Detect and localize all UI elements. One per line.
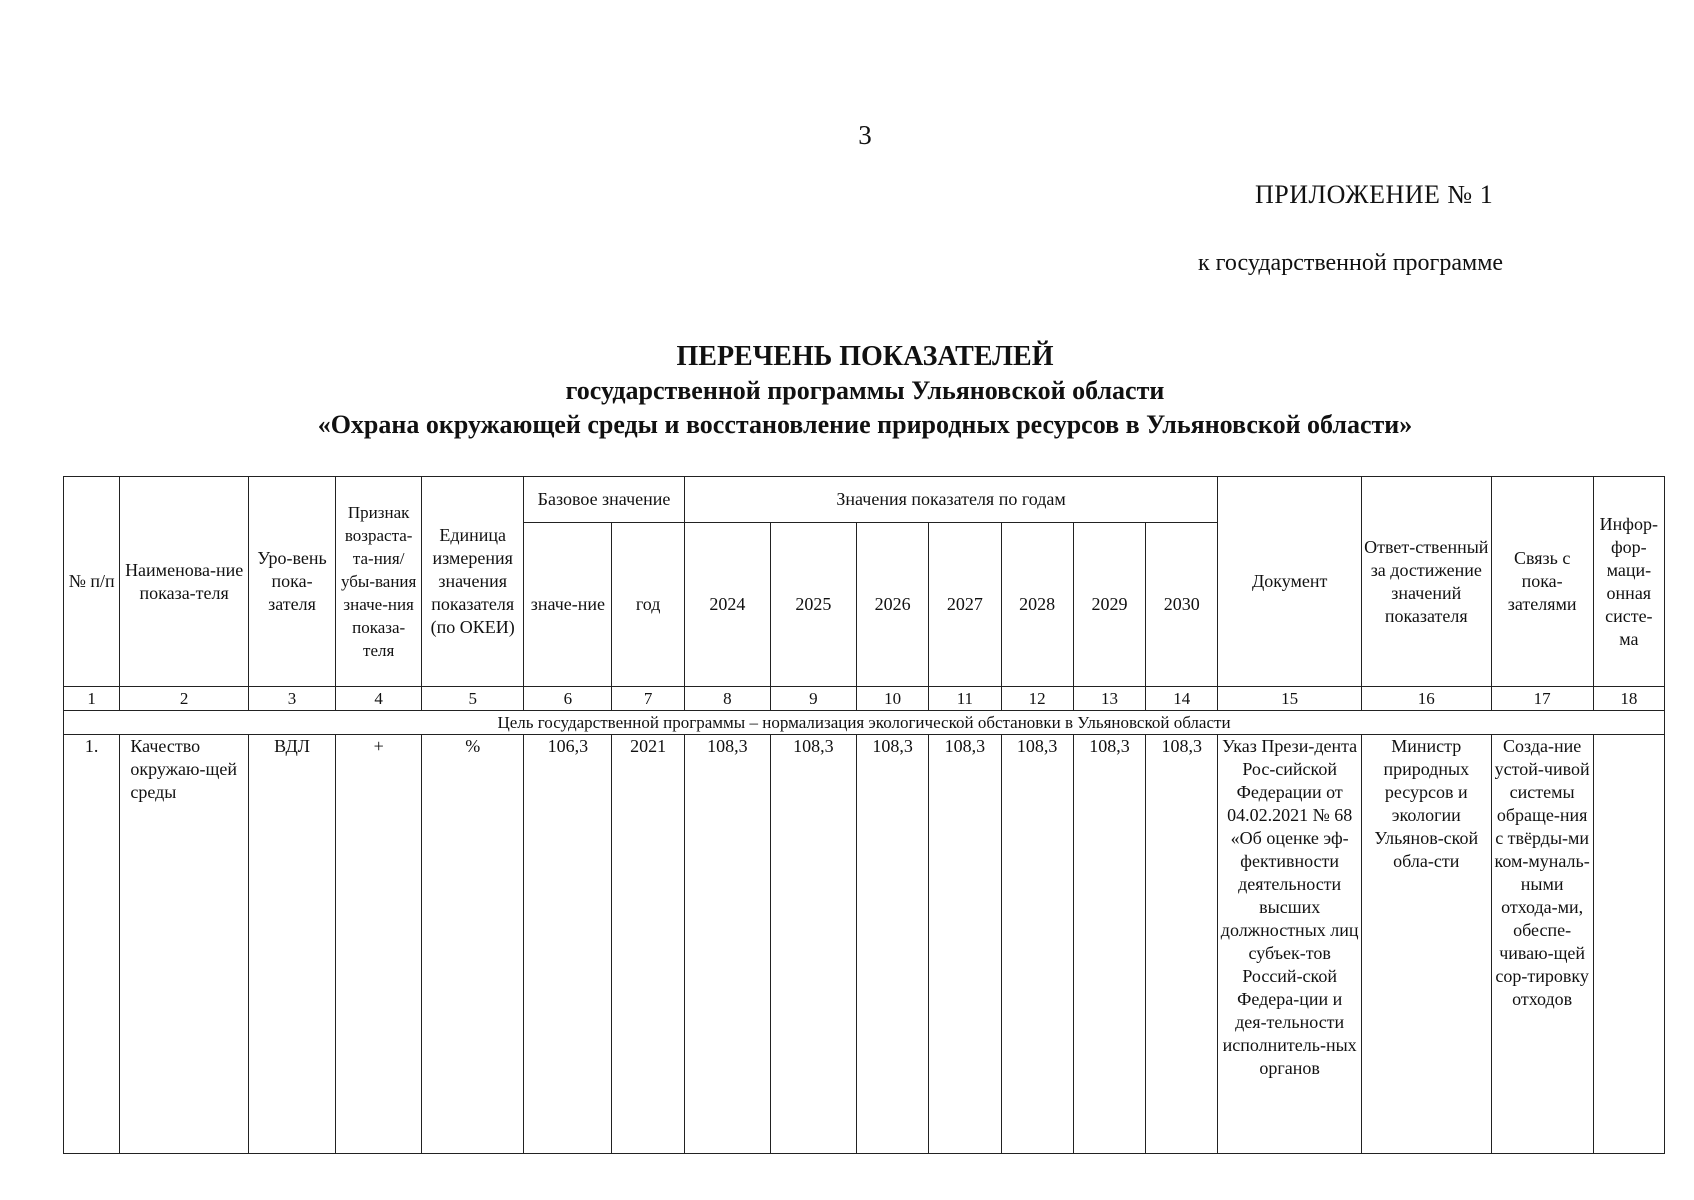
header-unit: Единица измерения значения показателя (по ОКЕИ) — [422, 477, 524, 687]
column-number: 13 — [1073, 687, 1145, 711]
row-info-system — [1593, 735, 1664, 1154]
header-base-year: год — [612, 523, 684, 687]
column-number: 4 — [336, 687, 422, 711]
column-number: 16 — [1361, 687, 1491, 711]
header-responsible: Ответ-ственный за достижение значений показателя — [1361, 477, 1491, 687]
column-number: 18 — [1593, 687, 1664, 711]
column-number: 6 — [524, 687, 612, 711]
goal-row: Цель государственной программы – нормализация экологической обстановки в Ульяновской области — [64, 711, 1665, 735]
column-number: 17 — [1491, 687, 1593, 711]
header-link: Связь с пока-зателями — [1491, 477, 1593, 687]
column-number-row — [64, 687, 1665, 711]
table-row — [64, 735, 1665, 1154]
row-value-2025: 108,3 — [770, 735, 856, 1154]
header-level: Уро-вень пока-зателя — [248, 477, 335, 687]
row-value-2029: 108,3 — [1073, 735, 1145, 1154]
row-base-year: 2021 — [612, 735, 684, 1154]
header-year-2030: 2030 — [1146, 523, 1218, 687]
header-name: Наименова-ние показа-теля — [120, 477, 249, 687]
column-number: 7 — [612, 687, 684, 711]
column-number: 3 — [248, 687, 335, 711]
header-year-2026: 2026 — [856, 523, 928, 687]
header-year-2028: 2028 — [1001, 523, 1073, 687]
row-num: 1. — [64, 735, 120, 1154]
column-number: 11 — [929, 687, 1001, 711]
appendix-label: ПРИЛОЖЕНИЕ № 1 — [1255, 180, 1494, 209]
row-value-2024: 108,3 — [684, 735, 770, 1154]
row-value-2030: 108,3 — [1146, 735, 1218, 1154]
indicators-table — [63, 476, 1665, 1154]
column-number: 12 — [1001, 687, 1073, 711]
column-number: 15 — [1218, 687, 1362, 711]
column-number: 1 — [64, 687, 120, 711]
row-trend: + — [336, 735, 422, 1154]
row-name: Качество окружаю-щей среды — [120, 735, 249, 1154]
page-number: 3 — [858, 120, 872, 150]
header-year-2029: 2029 — [1073, 523, 1145, 687]
row-level: ВДЛ — [248, 735, 335, 1154]
row-base-value: 106,3 — [524, 735, 612, 1154]
header-base-value: значе-ние — [524, 523, 612, 687]
header-document: Документ — [1218, 477, 1362, 687]
title-line-2: государственной программы Ульяновской области — [565, 376, 1165, 405]
row-value-2027: 108,3 — [929, 735, 1001, 1154]
document-title — [0, 340, 1694, 442]
header-trend: Признак возраста-та-ния/убы-вания значе-ния показа-теля — [336, 477, 422, 687]
row-value-2028: 108,3 — [1001, 735, 1073, 1154]
appendix-subtitle: к государственной программе — [1198, 250, 1504, 276]
column-number: 9 — [770, 687, 856, 711]
header-year-2025: 2025 — [770, 523, 856, 687]
column-number: 2 — [120, 687, 249, 711]
column-number: 5 — [422, 687, 524, 711]
row-document: Указ Прези-дента Рос-сийской Федерации от 04.02.2021 № 68 «Об оценке эф-фективности деятельности высших должностных лиц субъек-тов Россий-ской Федера-ции и дея-тельности исполнитель-ных органов — [1218, 735, 1362, 1154]
column-number: 10 — [856, 687, 928, 711]
header-year-2024: 2024 — [684, 523, 770, 687]
title-line-3: «Охрана окружающей среды и восстановление природных ресурсов в Ульяновской области» — [317, 410, 1413, 439]
row-unit: % — [422, 735, 524, 1154]
header-base: Базовое значение — [524, 477, 685, 523]
header-years-group: Значения показателя по годам — [684, 477, 1218, 523]
row-responsible: Министр природных ресурсов и экологии Ульянов-ской обла-сти — [1361, 735, 1491, 1154]
row-link: Созда-ние устой-чивой системы обраще-ния с твёрды-ми ком-муналь-ными отхода-ми, обеспе-чиваю-щей сор-тировку отходов — [1491, 735, 1593, 1154]
column-number: 8 — [684, 687, 770, 711]
header-info-system: Инфор-фор-маци-онная систе-ма — [1593, 477, 1664, 687]
row-value-2026: 108,3 — [856, 735, 928, 1154]
header-year-2027: 2027 — [929, 523, 1001, 687]
title-line-1: ПЕРЕЧЕНЬ ПОКАЗАТЕЛЕЙ — [676, 341, 1054, 372]
header-num: № п/п — [64, 477, 120, 687]
column-number: 14 — [1146, 687, 1218, 711]
